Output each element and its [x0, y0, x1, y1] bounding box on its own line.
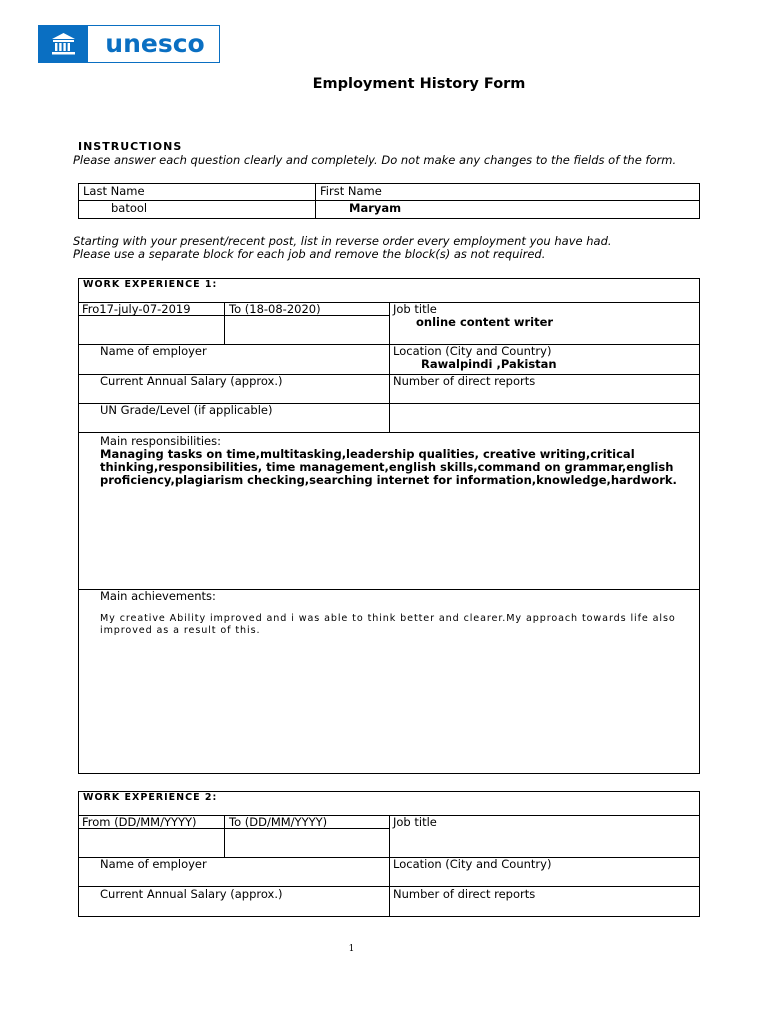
name-table-column-divider [315, 183, 316, 219]
exp1-location-label: Location (City and Country) [393, 344, 552, 358]
first-name-field[interactable]: Maryam [349, 201, 402, 215]
exp1-col-a [224, 302, 225, 344]
work-experience-2-heading: WORK EXPERIENCE 2: [83, 792, 218, 803]
page-title: Employment History Form [312, 76, 526, 92]
exp2-to-field[interactable]: To (DD/MM/YYYY) [229, 815, 328, 829]
last-name-label: Last Name [83, 184, 145, 198]
work-experience-1-heading: WORK EXPERIENCE 1: [83, 279, 218, 290]
exp2-location-label: Location (City and Country) [393, 857, 552, 871]
exp1-achievements-field[interactable]: My creative Ability improved and i was able to think better and clearer.My approach towards life also improved as a result of this. [100, 613, 676, 636]
exp1-to-field[interactable]: To (18-08-2020) [229, 302, 321, 316]
exp1-col-b [389, 302, 390, 432]
exp2-from-field[interactable]: From (DD/MM/YYYY) [82, 815, 197, 829]
exp2-col-b [389, 815, 390, 917]
exp1-job-title-field[interactable]: online content writer [416, 315, 554, 329]
guidance-line-1: Starting with your present/recent post, list in reverse order every employment you have had. [73, 234, 612, 248]
exp1-employer-label: Name of employer [100, 344, 207, 358]
exp1-reports-label: Number of direct reports [393, 374, 536, 388]
first-name-label: First Name [320, 184, 382, 198]
exp1-salary-label: Current Annual Salary (approx.) [100, 374, 283, 388]
page-number: 1 [348, 944, 355, 954]
exp1-achievements-label: Main achievements: [100, 589, 216, 603]
exp2-job-title-label: Job title [393, 815, 437, 829]
exp2-reports-label: Number of direct reports [393, 887, 536, 901]
instructions-text: Please answer each question clearly and completely. Do not make any changes to the fields of the form. [73, 153, 677, 167]
exp1-grade-label: UN Grade/Level (if applicable) [100, 403, 273, 417]
exp1-job-title-label: Job title [393, 302, 437, 316]
exp1-location-field[interactable]: Rawalpindi ,Pakistan [421, 357, 557, 371]
exp2-employer-label: Name of employer [100, 857, 207, 871]
exp2-col-a [224, 815, 225, 857]
last-name-field[interactable]: batool [111, 201, 148, 215]
temple-emblem-icon [39, 26, 88, 62]
instructions-heading: INSTRUCTIONS [78, 140, 183, 153]
exp2-salary-label: Current Annual Salary (approx.) [100, 887, 283, 901]
exp1-responsibilities-field[interactable]: Managing tasks on time,multitasking,leadership qualities, creative writing,critical thinking,responsibilities, time management,english skills,command on grammar,english proficiency,plagiarism checking,searching internet for information,knowledge,hardwork. [100, 447, 677, 487]
exp1-from-field[interactable]: Fro17-july-07-2019 [82, 302, 191, 316]
logo-wordmark: unesco [105, 29, 205, 58]
unesco-logo [38, 25, 220, 63]
exp1-responsibilities-label: Main responsibilities: [100, 434, 221, 448]
guidance-line-2: Please use a separate block for each job and remove the block(s) as not required. [73, 247, 546, 261]
exp1-line-f [78, 432, 700, 433]
